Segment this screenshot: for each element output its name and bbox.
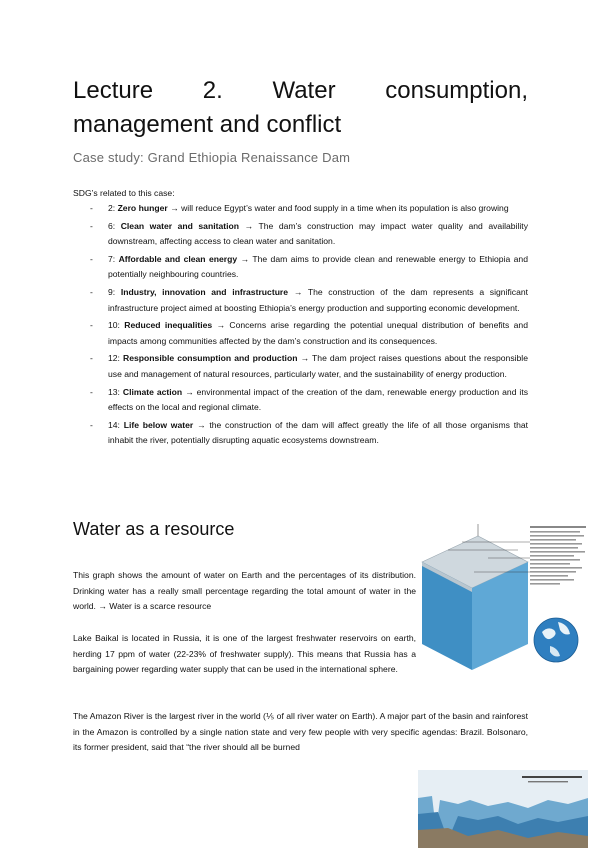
sdg-description: The construction of the dam represents a significant infrastructure project aimed at boosting Ethiopia’s energy production and supporting economic development. bbox=[108, 286, 529, 313]
sdg-name: Industry, innovation and infrastructure bbox=[120, 286, 289, 297]
lake-depth-profile-figure bbox=[418, 770, 588, 848]
sdg-number: 10: bbox=[108, 320, 120, 331]
sdg-description: the construction of the dam will affect greatly the life of all those organisms that inhabit the river, potentially disrupting aquatic ecosystems downstream. bbox=[108, 419, 529, 446]
profile-subtitle-mark bbox=[528, 781, 568, 782]
sdg-description: environmental impact of the creation of the dam, renewable energy production and its effects on the local and regional climate. bbox=[108, 386, 528, 413]
sdg-item bbox=[73, 385, 528, 416]
sdg-number: 7: bbox=[108, 253, 116, 264]
arrow-icon: → bbox=[300, 353, 310, 364]
sdg-list bbox=[73, 201, 528, 451]
sdg-item bbox=[73, 219, 528, 250]
sdg-description: The dam aims to provide clean and renewable energy to Ethiopia and potentially neighbouring countries. bbox=[108, 253, 528, 280]
sdg-name: Responsible consumption and production bbox=[123, 353, 298, 364]
sdg-item bbox=[73, 201, 528, 217]
sdg-name: Clean water and sanitation bbox=[120, 220, 239, 231]
sdg-item bbox=[73, 285, 528, 316]
sdg-item bbox=[73, 418, 528, 449]
sdg-number: 9: bbox=[108, 286, 116, 297]
list-dash: - bbox=[90, 419, 93, 430]
sdg-description: The dam project raises questions about the responsible use and management of natural resources, particularly water, and the sustainability of energy production. bbox=[108, 353, 528, 379]
list-dash: - bbox=[90, 386, 93, 397]
sdg-item bbox=[73, 252, 528, 283]
paragraph-amazon-river: The Amazon River is the largest river in the world (⅕ of all river water on Earth). A major part of the basin and rainforest in the Amazon is controlled by a single nation state and very few people with very specific agendas: Brazil. Bolsonaro, its former president, said that “the river should all be burned bbox=[73, 711, 528, 753]
chart-legend-text-block bbox=[530, 526, 586, 585]
arrow-icon: → bbox=[216, 320, 226, 331]
earth-globe-icon bbox=[534, 618, 578, 662]
profile-title-mark bbox=[522, 776, 582, 778]
water-cube-image bbox=[422, 524, 530, 670]
paragraph-lake-baikal: Lake Baikal is located in Russia, it is one of the largest freshwater reservoirs on earth, herding 17 ppm of water (22-23% of freshwater supply). This means that Russia has a bargaining power regarding water supply that can be used in the international sphere. bbox=[73, 633, 416, 675]
section-heading: Water as a resource bbox=[73, 519, 235, 539]
sdg-name: Reduced inequalities bbox=[124, 320, 213, 331]
lecture-title-line-1: Lecture 2. Water consumption, bbox=[73, 77, 528, 104]
list-dash: - bbox=[90, 286, 93, 297]
sdg-number: 6: bbox=[108, 220, 116, 231]
sdg-number: 14: bbox=[108, 419, 120, 430]
arrow-icon: → bbox=[197, 419, 206, 430]
sdg-intro: SDG’s related to this case: bbox=[73, 188, 175, 198]
case-study-subtitle: Case study: Grand Ethiopia Renaissance Dam bbox=[73, 150, 351, 165]
sdg-name: Climate action bbox=[122, 386, 183, 397]
sdg-item bbox=[73, 351, 528, 382]
list-dash: - bbox=[90, 220, 93, 231]
sdg-number: 13: bbox=[108, 386, 120, 397]
arrow-icon: → bbox=[240, 253, 250, 264]
sdg-name: Zero hunger bbox=[117, 203, 168, 213]
list-dash: - bbox=[90, 353, 93, 364]
water-distribution-figure bbox=[418, 522, 590, 672]
list-dash: - bbox=[90, 253, 93, 264]
lecture-title-line-2: management and conflict bbox=[73, 111, 342, 138]
list-dash: - bbox=[90, 203, 93, 213]
sdg-number: 2: bbox=[108, 203, 116, 213]
sdg-description: Concerns arise regarding the potential unequal distribution of benefits and impacts among communities affected by the dam’s construction and its consequences. bbox=[108, 320, 528, 346]
paragraph-water-graph: This graph shows the amount of water on Earth and the percentages of its distribution. Drinking water has a really small percentage regarding the total amount of water in the world. → Water is a scarce resource bbox=[73, 570, 416, 612]
sdg-name: Affordable and clean energy bbox=[118, 253, 238, 264]
arrow-icon: → bbox=[170, 203, 179, 213]
arrow-icon: → bbox=[185, 386, 194, 397]
sdg-item bbox=[73, 318, 528, 349]
sdg-description: The dam’s construction may impact water quality and availability downstream, affecting access to clean water and sanitation. bbox=[108, 220, 528, 247]
sdg-description: will reduce Egypt’s water and food supply in a time when its population is also growing bbox=[181, 203, 509, 213]
sdg-name: Life below water bbox=[123, 419, 194, 430]
arrow-icon: → bbox=[293, 286, 303, 297]
lecture-title bbox=[73, 74, 528, 142]
list-dash: - bbox=[90, 320, 93, 331]
sdg-number: 12: bbox=[108, 353, 120, 364]
arrow-icon: → bbox=[244, 220, 254, 231]
